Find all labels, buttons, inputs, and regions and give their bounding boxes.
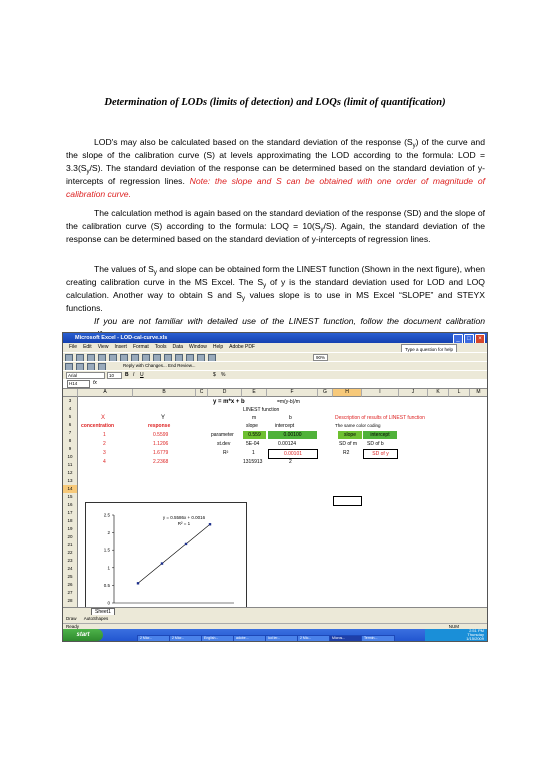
cell-a7[interactable]: 1 bbox=[103, 432, 106, 438]
cell-a10[interactable]: 4 bbox=[103, 459, 106, 465]
row-header[interactable]: 11 bbox=[63, 461, 78, 470]
row-header[interactable]: 13 bbox=[63, 477, 78, 486]
y-tick-label: 1.5 bbox=[103, 547, 110, 553]
start-button[interactable]: start bbox=[63, 629, 103, 641]
system-tray bbox=[425, 629, 487, 641]
cell-d7[interactable]: parameter bbox=[211, 432, 234, 438]
row-header[interactable]: 20 bbox=[63, 533, 78, 542]
y-tick-label: 0.5 bbox=[103, 582, 110, 588]
cell-slope-value[interactable]: 0.559 bbox=[243, 431, 266, 439]
row-header[interactable]: 27 bbox=[63, 589, 78, 598]
cell-linest-formula[interactable]: =m(y-b)/m bbox=[277, 399, 300, 405]
active-cell-h14[interactable] bbox=[333, 496, 362, 506]
currency-button[interactable]: $ bbox=[213, 372, 216, 378]
menu-file[interactable]: File bbox=[69, 344, 78, 350]
menu-edit[interactable]: Edit bbox=[83, 344, 92, 350]
row-header[interactable]: 22 bbox=[63, 549, 78, 558]
col-header-m[interactable]: M bbox=[470, 389, 488, 397]
row-header[interactable]: 4 bbox=[63, 405, 78, 414]
zoom-select[interactable]: 90% bbox=[313, 354, 328, 361]
cell-f-stat[interactable]: 1315913 bbox=[243, 459, 263, 465]
chart-svg bbox=[86, 503, 246, 618]
sheet-tab-sheet1[interactable]: Sheet1 bbox=[91, 608, 115, 616]
row-header[interactable]: 15 bbox=[63, 493, 78, 502]
window-title: Microsoft Excel - LOD-cal-curve.xls bbox=[75, 335, 168, 341]
close-button[interactable]: × bbox=[475, 334, 485, 344]
row-header[interactable]: 5 bbox=[63, 413, 78, 422]
cell-b10[interactable]: 2.2368 bbox=[153, 459, 169, 465]
row-header[interactable]: 28 bbox=[63, 597, 78, 606]
status-num: NUM bbox=[448, 624, 459, 629]
col-header-b[interactable]: B bbox=[133, 389, 196, 397]
row-header[interactable]: 18 bbox=[63, 517, 78, 526]
tray-time: 2:51 PM bbox=[469, 628, 484, 633]
col-header-k[interactable]: K bbox=[428, 389, 449, 397]
cell-desc-sdm[interactable]: SD of m bbox=[339, 441, 358, 447]
cell-concentration-header[interactable]: concentration bbox=[81, 423, 115, 429]
font-name-select[interactable]: Arial bbox=[66, 372, 105, 379]
cell-response-header[interactable]: response bbox=[148, 423, 171, 429]
col-header-h[interactable]: H bbox=[333, 389, 362, 397]
italic-button[interactable]: I bbox=[133, 372, 135, 378]
cell-desc-sdy[interactable]: SD of y bbox=[363, 449, 398, 459]
row-header[interactable]: 7 bbox=[63, 429, 78, 438]
cell-a9[interactable]: 3 bbox=[103, 450, 106, 456]
task-item[interactable]: 2 Mic... bbox=[297, 635, 331, 642]
bold-button[interactable]: B bbox=[125, 372, 129, 378]
data-point bbox=[185, 543, 187, 545]
task-item[interactable]: 2 Micr... bbox=[169, 635, 203, 642]
row-header[interactable]: 17 bbox=[63, 509, 78, 518]
y-tick-label: 1 bbox=[107, 565, 110, 571]
row-header[interactable]: 6 bbox=[63, 421, 78, 430]
cell-b-header[interactable]: b bbox=[289, 415, 292, 421]
col-header-a[interactable]: A bbox=[78, 389, 133, 397]
paragraph-linest: The values of $S_y$ and slope can be obtained form the LINEST function (Shown in the next figure), when creating calibration curve in the MS Excel. The $S_y$ of y is the standard deviation used for LOD and LOQ calculation. Another way to obtain S and $S_y$ values slope is to use in MS Excel “SLOPE” and STEYX functions. If you are not familiar with detailed use of the LINEST function, follow the document calibration bbox=[66, 263, 485, 341]
data-point bbox=[137, 582, 139, 584]
cell-r2-value[interactable]: 1 bbox=[252, 450, 255, 456]
paragraph-lod: LOD's may also be calculated based on the standard deviation of the response $(S_y)$ of the curve and the slope of the calibration curve (S) at levels approximating the LOD according to the formula: LOD = $3.3(S_y/S)$. The standard deviation of the response can be determined based on the standard deviation of y-intercepts of regression lines. Note: the slope and S can be obtained with one order of magnitude of calibration curve. bbox=[66, 137, 485, 199]
cell-x-header[interactable]: X bbox=[101, 415, 106, 421]
data-point bbox=[161, 562, 163, 564]
cell-equation[interactable]: y = m*x + b bbox=[213, 399, 245, 405]
menu-adobe-pdf[interactable]: Adobe PDF bbox=[229, 344, 255, 350]
y-tick-label: 2 bbox=[107, 530, 110, 536]
row-header[interactable]: 24 bbox=[63, 565, 78, 574]
cell-desc-slope[interactable]: slope bbox=[338, 431, 362, 439]
name-box[interactable]: H14 bbox=[67, 380, 90, 388]
col-header-f[interactable]: F bbox=[267, 389, 318, 397]
maximize-button[interactable]: □ bbox=[464, 334, 474, 344]
menu-help[interactable]: Help bbox=[212, 344, 224, 350]
cell-linest-label[interactable]: LINEST function bbox=[243, 407, 280, 413]
status-ready: Ready bbox=[66, 624, 80, 629]
percent-button[interactable]: % bbox=[221, 372, 226, 378]
page-title: Determination of LODs (limits of detection) and LOQs (limit of quantification) bbox=[104, 97, 446, 108]
col-header-d[interactable]: D bbox=[208, 389, 242, 397]
cell-y-header[interactable]: Y bbox=[161, 415, 166, 421]
tray-day: Thursday bbox=[467, 632, 484, 637]
col-header-c[interactable]: C bbox=[196, 389, 208, 397]
cell-slope-header[interactable]: slope bbox=[246, 423, 258, 429]
row-header[interactable]: 8 bbox=[63, 437, 78, 446]
paragraph-loq: The calculation method is again based on the standard deviation of the response (SD) and the slope of the calibration curve (S) according to the formula: LOQ = $10(S_y/S)$. Again, the standard deviation of the response can be determined based on the standard deviation of y-intercepts of regression lines. bbox=[66, 208, 485, 244]
tray-date: 1/15/2009 bbox=[466, 636, 484, 641]
col-header-l[interactable]: L bbox=[449, 389, 470, 397]
y-tick-label: 2.5 bbox=[103, 512, 110, 518]
y-tick-label: 0 bbox=[107, 600, 110, 606]
cell-desc-r2[interactable]: R2 bbox=[343, 450, 350, 456]
row-header[interactable]: 16 bbox=[63, 501, 78, 510]
cell-same-color[interactable]: The same color coding bbox=[335, 423, 381, 428]
minimize-button[interactable]: _ bbox=[453, 334, 463, 344]
col-header-g[interactable]: G bbox=[318, 389, 333, 397]
cell-sd-slope[interactable]: 5E-04 bbox=[246, 441, 260, 447]
select-all-corner[interactable] bbox=[63, 389, 78, 397]
row-header[interactable]: 19 bbox=[63, 525, 78, 534]
row-header[interactable]: 12 bbox=[63, 469, 78, 478]
task-item[interactable]: English... bbox=[201, 635, 235, 642]
task-item[interactable]: adobe... bbox=[233, 635, 267, 642]
menu-format[interactable]: Format bbox=[132, 344, 149, 350]
autoshapes-menu[interactable]: AutoShapes bbox=[83, 616, 109, 621]
excel-titlebar bbox=[63, 333, 487, 343]
cell-desc-sdb[interactable]: SD of b bbox=[367, 441, 384, 447]
menu-tools[interactable]: Tools bbox=[154, 344, 167, 350]
cell-b8[interactable]: 1.1206 bbox=[153, 441, 169, 447]
task-item-active[interactable]: Micros... bbox=[329, 635, 363, 642]
task-item[interactable]: 2 Micr... bbox=[137, 635, 171, 642]
menu-bar bbox=[63, 343, 487, 352]
trendline bbox=[138, 524, 210, 583]
cell-sy-value[interactable]: 0.00101 bbox=[268, 449, 318, 459]
data-point bbox=[209, 523, 211, 525]
cell-df[interactable]: 2 bbox=[289, 459, 292, 465]
menu-insert[interactable]: Insert bbox=[114, 344, 127, 350]
menu-view[interactable]: View bbox=[97, 344, 109, 350]
row-header[interactable]: 26 bbox=[63, 581, 78, 590]
excel-screenshot bbox=[62, 332, 488, 642]
trendline-r2: R² = 1 bbox=[177, 521, 191, 526]
drawing-toolbar bbox=[63, 615, 488, 623]
fx-icon[interactable]: fx bbox=[93, 380, 97, 386]
cell-m-header[interactable]: m bbox=[252, 415, 257, 421]
cell-d8[interactable]: st.dev bbox=[217, 441, 231, 447]
paragraph-reference: If you are not familiar with detailed use of the LINEST function, follow the document calibration bbox=[94, 316, 485, 326]
windows-taskbar bbox=[63, 629, 487, 641]
task-item[interactable]: Termin... bbox=[361, 635, 395, 642]
row-header[interactable]: 21 bbox=[63, 541, 78, 550]
cell-d9[interactable]: R² bbox=[223, 450, 229, 456]
menu-data[interactable]: Data bbox=[172, 344, 184, 350]
formula-bar bbox=[63, 379, 487, 389]
trendline-equation: y = 0.5586x + 0.0016 bbox=[162, 515, 206, 520]
menu-window[interactable]: Window bbox=[189, 344, 207, 350]
cell-description[interactable]: Description of results of LINEST function bbox=[335, 415, 425, 421]
reply-with-changes[interactable]: Reply with Changes... End Review... bbox=[123, 363, 196, 368]
underline-button[interactable]: U bbox=[140, 372, 144, 378]
row-header[interactable]: 10 bbox=[63, 453, 78, 462]
cell-a8[interactable]: 2 bbox=[103, 441, 106, 447]
row-header[interactable]: 14 bbox=[63, 485, 78, 494]
cell-sd-intercept[interactable]: 0.00124 bbox=[278, 441, 297, 447]
col-header-j[interactable]: J bbox=[399, 389, 428, 397]
cell-b9[interactable]: 1.6779 bbox=[153, 450, 169, 456]
task-item[interactable]: lod ler... bbox=[265, 635, 299, 642]
cell-intercept-header[interactable]: intercept bbox=[275, 423, 295, 429]
row-header[interactable]: 3 bbox=[63, 397, 78, 406]
font-size-select[interactable]: 10 bbox=[107, 372, 122, 379]
row-header[interactable]: 25 bbox=[63, 573, 78, 582]
calibration-chart[interactable] bbox=[85, 502, 247, 619]
col-header-e[interactable]: E bbox=[242, 389, 267, 397]
cell-intercept-value[interactable]: 0.00100 bbox=[268, 431, 317, 439]
cell-b7[interactable]: 0.5599 bbox=[153, 432, 169, 438]
help-search-input[interactable]: Type a question for help bbox=[401, 344, 457, 355]
cell-desc-intercept[interactable]: intercept bbox=[363, 431, 397, 439]
row-header[interactable]: 23 bbox=[63, 557, 78, 566]
spreadsheet-grid[interactable] bbox=[63, 389, 487, 607]
col-header-i[interactable]: I bbox=[362, 389, 399, 397]
row-header[interactable]: 9 bbox=[63, 445, 78, 454]
note-text: Note: the slope and S can be obtained with one order of magnitude of calibration curve. bbox=[66, 176, 485, 199]
draw-menu[interactable]: Draw bbox=[66, 616, 77, 621]
